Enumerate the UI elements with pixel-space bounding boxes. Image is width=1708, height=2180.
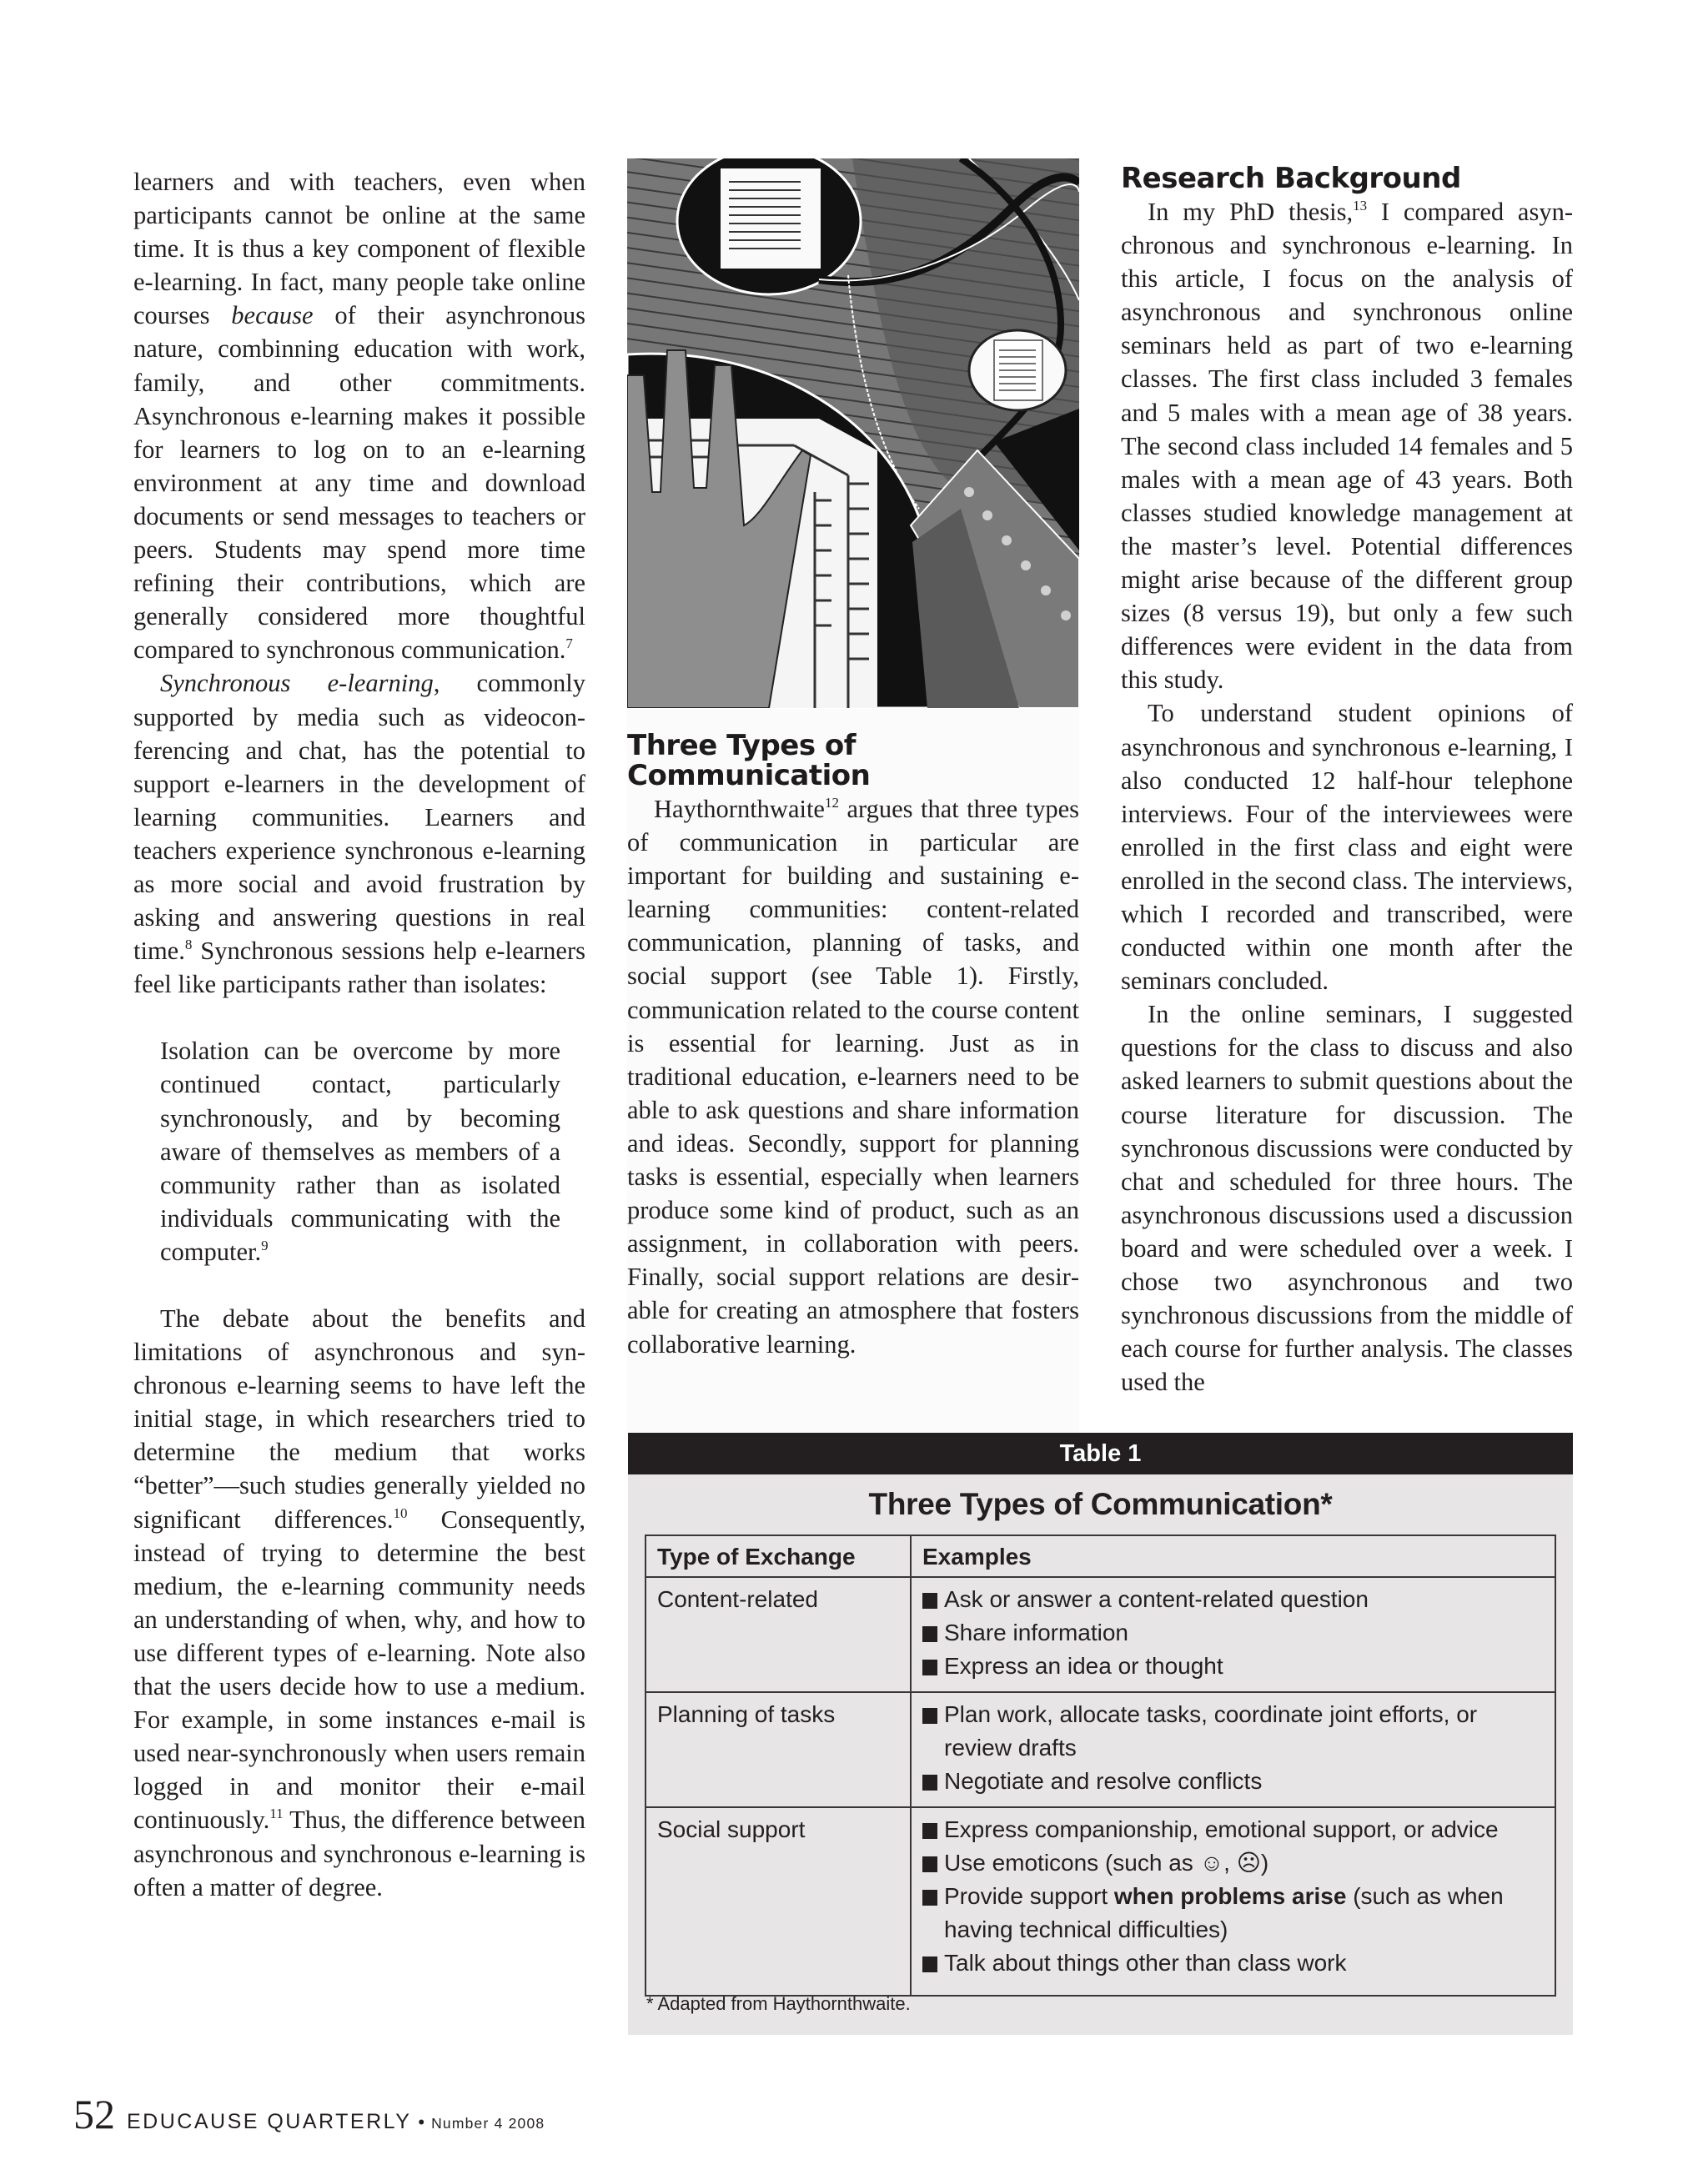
right-paragraph-1: In my PhD thesis,$^{13}$ I compared asynchronous and synchronous e-learning. In this article, I focus on the analysis of asynchronous and synchronous online seminars held as part of two e-learning classes. The first class included 3 females and 5 males with a mean age of 38 years. The second class included 14 females and 5 males with a mean age of 43 years. Both classes studied knowledge management at the master’s level. Potential differences might arise because of the different group sizes (8 versus 19), but only a few such differences were evident in the data from this study. (1121, 198, 1574, 695)
example-item: Talk about things other than class work (922, 1946, 1543, 1980)
illustration-image (627, 158, 1079, 708)
square-bullet-icon (922, 1708, 937, 1724)
communication-table (645, 1535, 1556, 1997)
example-item: Provide support when problems arise (such as when having technical difficulties) (922, 1880, 1543, 1946)
left-paragraph-2: Synchronous e-learning, commonly supported by media such as videoconferencing and chat, has the potential to support e-learners in the development of learning communities. Learners and teachers experience synchronous e-learning as more social and avoid frustration by asking and answering questions in real time.$^8$ Synchronous sessions help e-learners feel like participants rather than isolates: (133, 669, 585, 999)
example-item: Share information (922, 1616, 1543, 1650)
table-row (646, 1577, 1555, 1692)
publication-name: EDUCAUSE QUARTERLY (127, 2110, 412, 2133)
right-paragraph-2: To understand student opinions of asynchronous and synchronous e-learning, I also conducted 12 half-hour telephone interviews. Four of the interviewees were enrolled in the first class and eight were enrolled in the second class. The interviews, which I recorded and transcribed, were conducted within one month after the seminars concluded. (1121, 699, 1573, 996)
exchange-type-cell: Planning of tasks (646, 1692, 911, 1807)
bullet-separator-icon: • (418, 2112, 425, 2132)
middle-paragraph-1: Haythornthwaite$^{12}$ argues that three types of communication in particular are important for building and sustaining e-learning communities: content-related communication, planning of tasks, and social support (see Table 1). Firstly, communication related to the course content is essential for learning. Just as in traditional education, e-learners need to be able to ask questions and share information and ideas. Secondly, support for planning tasks is essential, especially when learners produce some kind of product, such as an assignment, in collaboration with peers. Finally, social support relations are desirable for creating an atmosphere that fosters collaborative learning. (627, 795, 1079, 1359)
example-item: Plan work, allocate tasks, coordinate joint efforts, or review drafts (922, 1698, 1543, 1765)
page-footer (73, 2093, 545, 2143)
issue-info: Number 4 2008 (431, 2115, 545, 2132)
block-quote: Isolation can be overcome by more continued contact, particularly synchronously, and by becoming aware of themselves as members of a community rather than as isolated individuals communicating with the computer.$^9$ (160, 1037, 560, 1266)
page-number: 52 (73, 2091, 115, 2137)
hand-documents-illustration-icon (627, 158, 1079, 708)
table-footnote: * Adapted from Haythornthwaite. (646, 1993, 911, 2014)
section-heading-three-types: Three Types of Communication (627, 729, 871, 792)
right-paragraph-3: In the online seminars, I suggested questions for the class to discuss and also asked learners to submit questions about the course literature for discussion. The synchronous discussions were conducted by chat and scheduled for three hours. The asynchronous discussions used a discussion board and were scheduled over a week. I chose two asynchronous and two synchronous discussions from the middle of each course for further analysis. The classes used the (1121, 1000, 1573, 1397)
footnote-ref: 10 (393, 1504, 408, 1521)
table-label: Table 1 (628, 1433, 1573, 1474)
square-bullet-icon (922, 1890, 937, 1906)
square-bullet-icon (922, 1956, 937, 1972)
table-row (646, 1692, 1555, 1807)
left-column (133, 165, 585, 1904)
square-bullet-icon (922, 1660, 937, 1675)
example-item: Use emoticons (such as ☺, ☹) (922, 1846, 1543, 1880)
footnote-ref: 9 (261, 1237, 269, 1253)
left-paragraph-3: The debate about the benefits and limitations of asynchronous and synchronous e-learning seems to have left the initial stage, in which researchers tried to determine the medium that works “better”—such studies generally yielded no significant differences.$^{10}$ Consequently, instead of trying to determine the best medium, the e-learning community needs an understanding of when, why, and how to use different types of e-learning. Note also that the users decide how to use a medium. For example, in some instances e-mail is used near-synchronously when users remain logged in and monitor their e-mail continuously.$^{11}$ Thus, the difference between asynchronous and synchronous e-learning is often a matter of degree. (133, 1304, 585, 1901)
square-bullet-icon (922, 1775, 937, 1791)
left-paragraph-1: learners and with teachers, even when participants cannot be online at the same time. It is thus a key component of flexible e-learning. In fact, many people take online courses because of their asynchronous nature, combinning education with work, family, and other commitments. Asynchronous e-learning makes it possible for learners to log on to an e-learning environment at any time and download documents or send messages to teachers or peers. Students may spend more time refining their contributions, which are generally considered more thoughtful compared to synchronous communication.$^7$ (133, 168, 585, 665)
right-column (1121, 163, 1573, 1399)
square-bullet-icon (922, 1856, 937, 1872)
table-1 (628, 1433, 1573, 2035)
examples-cell (911, 1807, 1555, 1996)
square-bullet-icon (922, 1593, 937, 1609)
examples-cell (911, 1577, 1555, 1692)
footnote-ref: 7 (565, 635, 573, 652)
middle-column (627, 731, 1079, 1361)
table-row (646, 1807, 1555, 1996)
footnote-ref: 12 (824, 795, 839, 811)
square-bullet-icon (922, 1823, 937, 1839)
exchange-type-cell: Content-related (646, 1577, 911, 1692)
table-header-row (646, 1535, 1555, 1577)
square-bullet-icon (922, 1626, 937, 1642)
footnote-ref: 11 (269, 1806, 284, 1822)
exchange-type-cell: Social support (646, 1807, 911, 1996)
column-header-examples: Examples (911, 1535, 1555, 1577)
footnote-ref: 13 (1353, 198, 1368, 213)
example-item: Negotiate and resolve conflicts (922, 1765, 1543, 1798)
example-item: Express companionship, emotional support, or advice (922, 1813, 1543, 1846)
example-item: Ask or answer a content-related question (922, 1583, 1543, 1616)
examples-cell (911, 1692, 1555, 1807)
example-item: Express an idea or thought (922, 1650, 1543, 1683)
column-header-type: Type of Exchange (646, 1535, 911, 1577)
table-title: Three Types of Communication* (868, 1487, 1333, 1521)
footnote-ref: 8 (184, 937, 193, 953)
section-heading-research-background: Research Background (1121, 162, 1461, 195)
